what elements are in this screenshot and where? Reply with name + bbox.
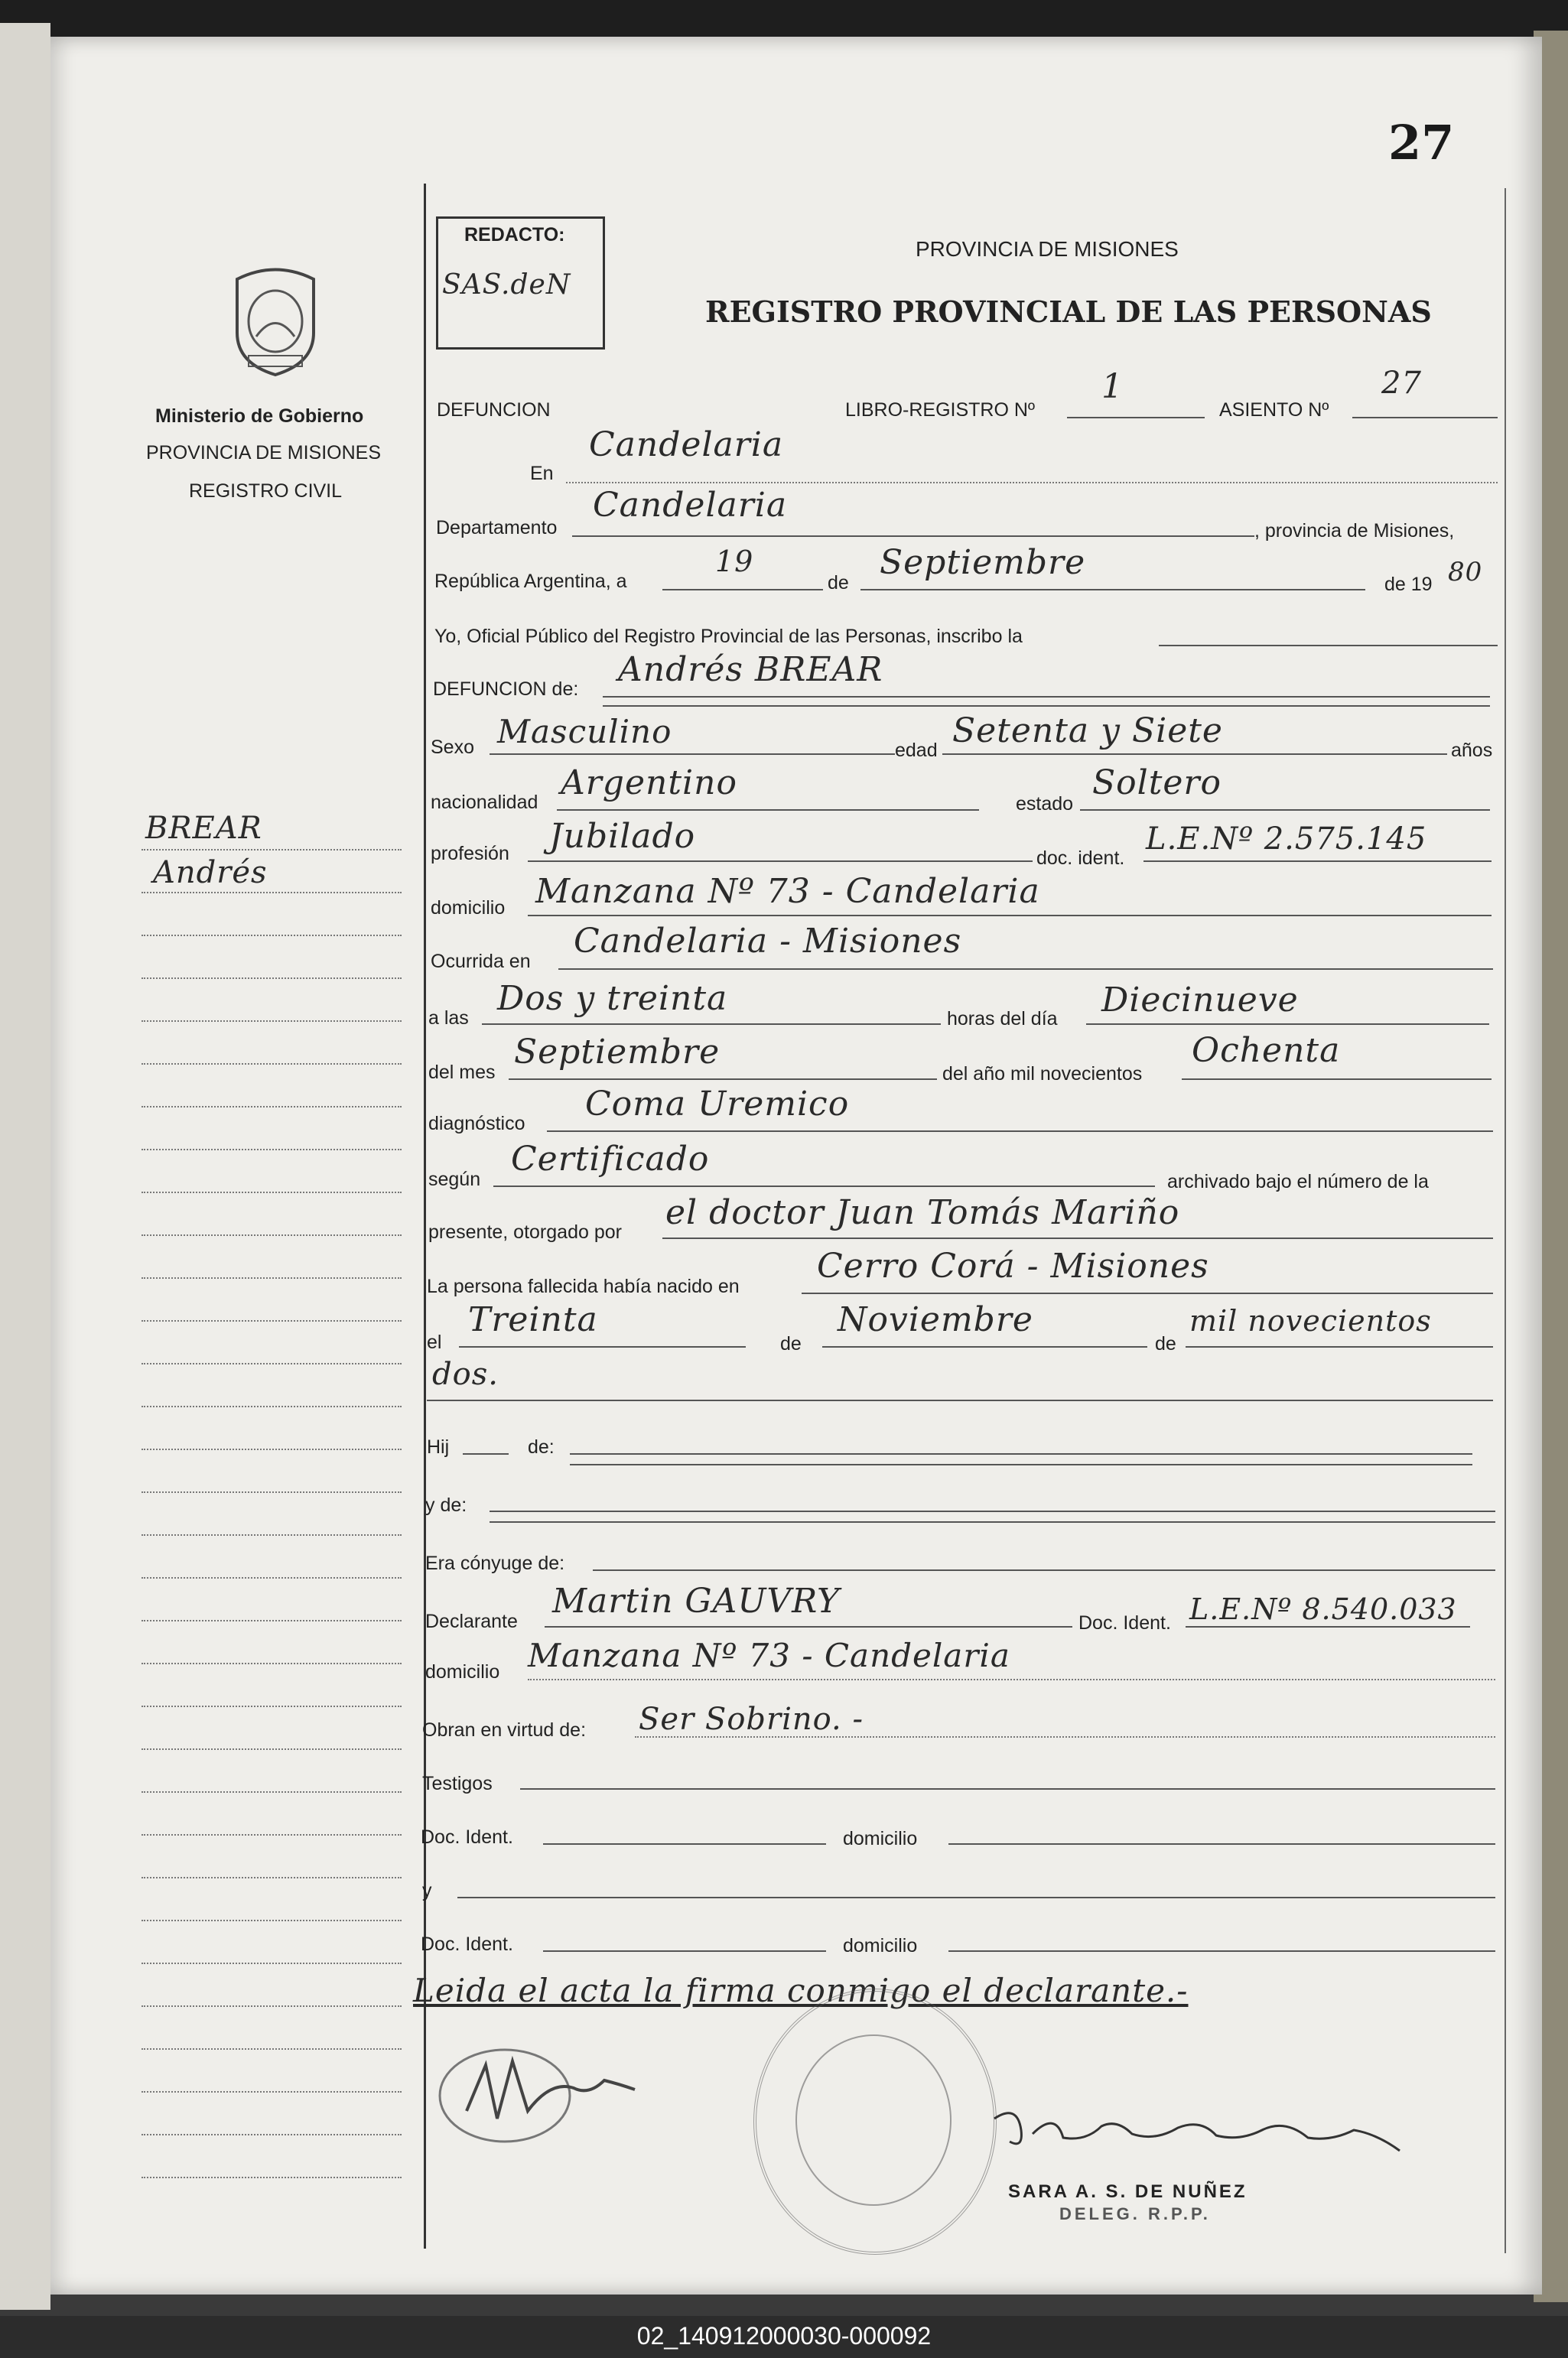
redacto-value: SAS.deN: [442, 269, 571, 301]
margin-ruled-line: [142, 2091, 402, 2093]
obran-label: Obran en virtud de:: [422, 1719, 587, 1741]
el-value: Treinta: [468, 1300, 598, 1339]
estado-label: estado: [1016, 793, 1074, 815]
diagnostico-label: diagnóstico: [428, 1113, 525, 1134]
provincia-label: , provincia de Misiones,: [1254, 520, 1455, 542]
segun-label: según: [428, 1169, 481, 1190]
anio-label: del año mil novecientos: [942, 1063, 1143, 1085]
margin-ruled-line: [142, 1663, 402, 1664]
sexo-value: Masculino: [497, 713, 672, 750]
deceased-name: Andrés BREAR: [618, 650, 883, 689]
margin-ruled-line: [142, 1149, 402, 1150]
image-id-label: 02_140912000030-000092: [636, 2322, 932, 2350]
margin-note-name: Andrés: [153, 855, 268, 890]
libro-label: LIBRO-REGISTRO Nº: [845, 399, 1036, 421]
margin-ruled-line: [142, 1106, 402, 1107]
margin-ruled-line: [142, 1406, 402, 1407]
segun-value: Certificado: [511, 1140, 710, 1179]
margin-ruled-line: [142, 935, 402, 936]
province-heading: PROVINCIA DE MISIONES: [916, 237, 1179, 261]
year-value: 80: [1448, 557, 1483, 587]
de3-label: de: [1155, 1333, 1176, 1355]
domicilio-value: Manzana Nº 73 - Candelaria: [535, 872, 1040, 911]
delmes-value: Septiembre: [514, 1033, 721, 1072]
doc-ident2-label: Doc. Ident.: [1078, 1612, 1171, 1634]
domicilio2-value: Manzana Nº 73 - Candelaria: [528, 1637, 1010, 1674]
doc-ident-value: L.E.Nº 2.575.145: [1146, 821, 1427, 857]
margin-ruled-line: [142, 1534, 402, 1536]
right-border-line: [1505, 188, 1506, 2253]
nacido-label: La persona fallecida había nacido en: [427, 1276, 740, 1297]
domicilio4-label: domicilio: [843, 1935, 918, 1956]
margin-ruled-line: [142, 1834, 402, 1836]
margin-ruled-line: [142, 1020, 402, 1022]
coat-of-arms-icon: [222, 264, 329, 379]
declarante-label: Declarante: [425, 1611, 518, 1632]
ministry-label: Ministerio de Gobierno: [155, 405, 364, 427]
doc-ident4-label: Doc. Ident.: [421, 1934, 513, 1955]
domicilio2-label: domicilio: [425, 1661, 500, 1683]
day-value: 19: [715, 545, 754, 578]
departamento-value: Candelaria: [593, 486, 788, 525]
domicilio3-label: domicilio: [843, 1828, 918, 1849]
margin-ruled-line: [142, 1192, 402, 1193]
de2-label: de: [780, 1333, 802, 1355]
page-number: 27: [1388, 115, 1455, 171]
margin-ruled-line: [142, 2177, 402, 2178]
ocurrida-value: Candelaria - Misiones: [574, 922, 962, 961]
margin-ruled-line: [142, 2048, 402, 2050]
diagnostico-value: Coma Uremico: [585, 1085, 850, 1124]
officer-title: DELEG. R.P.P.: [1059, 2204, 1211, 2223]
oficial-text: Yo, Oficial Público del Registro Provincial de las Personas, inscribo la: [434, 626, 1023, 647]
nacionalidad-label: nacionalidad: [431, 792, 538, 813]
margin-ruled-line: [142, 977, 402, 979]
y-label: y: [422, 1880, 432, 1901]
delmes-label: del mes: [428, 1062, 496, 1083]
year-prefix-label: de 19: [1384, 574, 1433, 595]
yde-label: y de:: [425, 1494, 467, 1516]
margin-ruled-line: [142, 1449, 402, 1450]
margin-ruled-line: [142, 1063, 402, 1065]
declarante-value: Martin GAUVRY: [552, 1582, 840, 1621]
de3-value: mil novecientos: [1189, 1304, 1432, 1338]
de2-value: Noviembre: [838, 1300, 1033, 1339]
defuncion-type-label: DEFUNCION: [437, 399, 551, 421]
margin-ruled-line: [142, 1706, 402, 1707]
archivado-label: archivado bajo el número de la: [1167, 1171, 1429, 1192]
nacido-value: Cerro Corá - Misiones: [817, 1247, 1209, 1286]
departamento-label: Departamento: [436, 517, 558, 538]
alas-value: Dos y treinta: [497, 979, 728, 1018]
en-label: En: [530, 463, 554, 484]
el-label: el: [427, 1332, 442, 1353]
horas-value: Diecinueve: [1101, 981, 1299, 1020]
doc-ident3-label: Doc. Ident.: [421, 1826, 513, 1848]
margin-ruled-line: [142, 1277, 402, 1279]
en-value: Candelaria: [589, 425, 784, 464]
month-value: Septiembre: [880, 543, 1086, 582]
margin-ruled-line: [142, 1320, 402, 1322]
doc-ident2-value: L.E.Nº 8.540.033: [1189, 1592, 1457, 1626]
margin-ruled-line: [142, 1963, 402, 1964]
anio-value: Ochenta: [1192, 1031, 1341, 1070]
continuation-value: dos.: [432, 1357, 499, 1392]
margin-ruled-line: [142, 1748, 402, 1750]
libro-value: 1: [1101, 367, 1124, 406]
margin-ruled-line: [142, 2005, 402, 2007]
testigos-label: Testigos: [422, 1773, 493, 1794]
margin-ruled-line: [142, 849, 402, 851]
conyuge-label: Era cónyuge de:: [425, 1553, 565, 1574]
nacionalidad-value: Argentino: [561, 763, 737, 802]
official-seal-inner: [795, 2034, 952, 2206]
book-left-edge: [0, 23, 50, 2310]
scan-top-edge: [0, 0, 1568, 37]
defuncion-de-label: DEFUNCION de:: [433, 678, 579, 700]
de-label: de: [828, 572, 849, 594]
margin-ruled-line: [142, 1234, 402, 1236]
obran-value: Ser Sobrino. -: [639, 1702, 864, 1737]
margin-ruled-line: [142, 1577, 402, 1579]
asiento-value: 27: [1381, 366, 1422, 401]
anos-label: años: [1451, 740, 1493, 761]
asiento-label: ASIENTO Nº: [1219, 399, 1329, 421]
margin-ruled-line: [142, 1877, 402, 1878]
profesion-label: profesión: [431, 843, 509, 864]
declarant-signature: [413, 2019, 658, 2157]
estado-value: Soltero: [1092, 763, 1222, 802]
domicilio-label: domicilio: [431, 897, 506, 919]
doc-ident-label: doc. ident.: [1036, 847, 1125, 869]
registry-title: REGISTRO PROVINCIAL DE LAS PERSONAS: [705, 294, 1432, 329]
margin-ruled-line: [142, 1791, 402, 1793]
republica-label: República Argentina, a: [434, 571, 627, 592]
officer-signature: [987, 2096, 1415, 2180]
officer-name: SARA A. S. DE NUÑEZ: [1008, 2181, 1248, 2202]
profesion-value: Jubilado: [549, 817, 696, 856]
margin-ruled-line: [142, 892, 402, 893]
margin-ruled-line: [142, 1920, 402, 1921]
edad-value: Setenta y Siete: [952, 711, 1223, 750]
margin-ruled-line: [142, 1491, 402, 1493]
presente-value: el doctor Juan Tomás Mariño: [665, 1193, 1180, 1232]
margin-ruled-line: [142, 1363, 402, 1364]
margin-ruled-line: [142, 1620, 402, 1621]
edad-label: edad: [895, 740, 938, 761]
sexo-label: Sexo: [431, 737, 474, 758]
margin-note-surname: BREAR: [145, 811, 262, 846]
horas-label: horas del día: [947, 1008, 1058, 1029]
sidebar-province-label: PROVINCIA DE MISIONES: [146, 442, 382, 463]
redacto-label: REDACTO:: [464, 224, 565, 246]
alas-label: a las: [428, 1007, 469, 1029]
closing-statement: Leida el acta la firma conmigo el declarante.-: [413, 1972, 1189, 2009]
civil-registry-label: REGISTRO CIVIL: [189, 480, 343, 502]
hij-label: Hij: [427, 1436, 450, 1458]
margin-ruled-line: [142, 2134, 402, 2135]
hij-de-label: de:: [528, 1436, 555, 1458]
presente-label: presente, otorgado por: [428, 1221, 622, 1243]
ocurrida-label: Ocurrida en: [431, 951, 531, 972]
